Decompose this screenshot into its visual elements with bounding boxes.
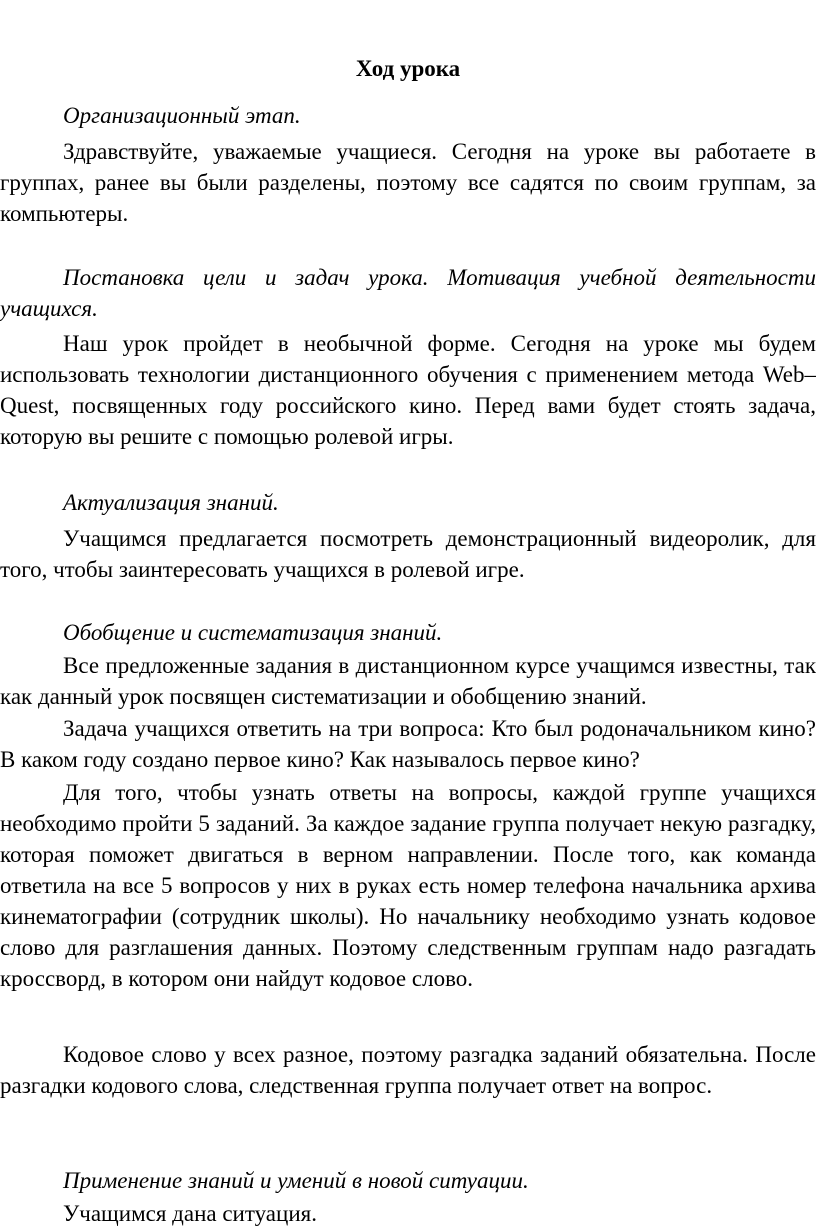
paragraph-three-questions: Задача учащихся ответить на три вопроса: Кто был родоначальником кино? В каком году создано первое кино? Как называлось первое кино? — [0, 716, 816, 772]
section-heading-application: Применение знаний и умений в новой ситуации. — [63, 1168, 529, 1193]
paragraph-greeting: Здравствуйте, уважаемые учащиеся. Сегодня на уроке вы работаете в группах, ранее вы были разделены, поэтому все садятся по своим группам, за компьютеры. — [0, 139, 816, 226]
paragraph-code-word: Кодовое слово у всех разное, поэтому разгадка заданий обязательна. После разгадки кодового слова, следственная группа получает ответ на вопрос. — [0, 1042, 816, 1098]
section-heading-goals: Постановка цели и задач урока. Мотивация учебной деятельности учащихся. — [0, 265, 816, 321]
paragraph-five-tasks: Для того, чтобы узнать ответы на вопросы, каждой группе учащихся необходимо пройти 5 заданий. За каждое задание группа получает некую разгадку, которая поможет двигаться в верном направлении. После того, как команда ответила на все 5 вопросов у них в руках есть номер телефона начальника архива кинематографии (сотрудник школы). Но начальнику необходимо узнать кодовое слово для разглашения данных. Поэтому следственным группам надо разгадать кроссворд, в котором они найдут кодовое слово. — [0, 780, 816, 991]
section-heading-actualization: Актуализация знаний. — [63, 490, 279, 515]
section-heading-generalization: Обобщение и систематизация знаний. — [63, 620, 443, 645]
paragraph-video: Учащимся предлагается посмотреть демонстрационный видеоролик, для того, чтобы заинтересовать учащихся в ролевой игре. — [0, 526, 816, 582]
document-title: Ход урока — [355, 56, 461, 81]
section-heading-organization: Организационный этап. — [63, 103, 301, 128]
paragraph-situation: Учащимся дана ситуация. — [63, 1201, 317, 1226]
paragraph-lesson-form: Наш урок пройдет в необычной форме. Сегодня на уроке мы будем использовать технологии дистанционного обучения с применением метода Web–Quest, посвященных году российского кино. Перед вами будет стоять задача, которую вы решите с помощью ролевой игры. — [0, 331, 816, 449]
paragraph-tasks-known: Все предложенные задания в дистанционном курсе учащимся известны, так как данный урок посвящен систематизации и обобщению знаний. — [0, 653, 816, 709]
